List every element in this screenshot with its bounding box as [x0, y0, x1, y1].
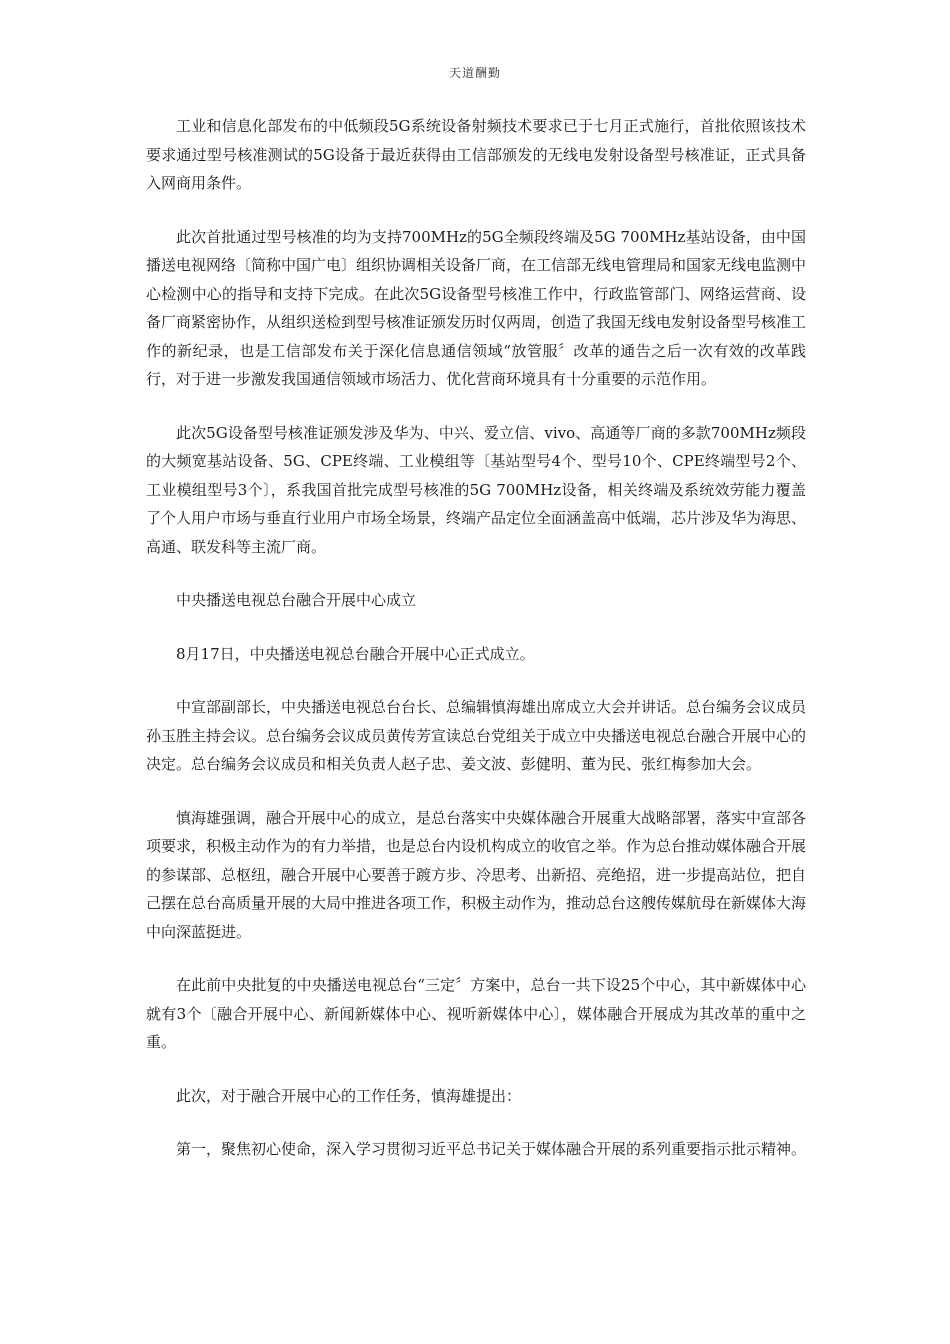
paragraph: 慎海雄强调，融合开展中心的成立，是总台落实中央媒体融合开展重大战略部署，落实中宣部各项要求，积极主动作为的有力举措，也是总台内设机构成立的收官之举。作为总台推动媒体融合开展的参谋部、总枢纽，融合开展中心要善于踱方步、冷思考、出新招、亮绝招，进一步提高站位，把自己摆在总台高质量开展的大局中推进各项工作，积极主动作为，推动总台这艘传媒航母在新媒体大海中向深蓝挺进。 [146, 808, 807, 941]
section-heading: 中央播送电视总台融合开展中心成立 [176, 591, 417, 609]
paragraph: 在此前中央批复的中央播送电视总台“三定〞方案中，总台一共下设25个中心，其中新媒体中心就有3个〔融合开展中心、新闻新媒体中心、视听新媒体中心〕，媒体融合开展成为其改革的重中之重。 [146, 976, 806, 1051]
paragraph: 此次5G设备型号核准证颁发涉及华为、中兴、爱立信、vivo、高通等厂商的多款700MHz频段的大频宽基站设备、5G、CPE终端、工业模组等〔基站型号4个、型号10个、CPE终端型号2个、工业模组型号3个〕，系我国首批完成型号核准的5G 700MHz设备，相关终端及系统效劳能力覆盖了个人用户市场与垂直行业用户市场全场景，终端产品定位全面涵盖高中低端，芯片涉及华为海思、高通、联发科等主流厂商。 [146, 423, 807, 556]
paragraph: 此次，对于融合开展中心的工作任务，慎海雄提出： [176, 1086, 522, 1105]
document-body [146, 112, 806, 1189]
paragraph: 第一，聚焦初心使命，深入学习贯彻习近平总书记关于媒体融合开展的系列重要指示批示精神。 [176, 1140, 807, 1158]
paragraph: 此次首批通过型号核准的均为支持700MHz的5G全频段终端及5G 700MHz基站设备，由中国播送电视网络〔简称中国广电〕组织协调相关设备厂商，在工信部无线电管理局和国家无线电监测中心检测中心的指导和支持下完成。在此次5G设备型号核准工作中，行政监管部门、网络运营商、设备厂商紧密协作，从组织送检到型号核准证颁发历时仅两周，创造了我国无线电发射设备型号核准工作的新纪录，也是工信部发布关于深化信息通信领域“放管服〞改革的通告之后一次有效的改革践行，对于进一步激发我国通信领域市场活力、优化营商环境具有十分重要的示范作用。 [146, 227, 807, 388]
paragraph: 8月17日，中央播送电视总台融合开展中心正式成立。 [176, 644, 535, 663]
page-header: 天道酬勤 [448, 66, 501, 80]
paragraph: 工业和信息化部发布的中低频段5G系统设备射频技术要求已于七月正式施行，首批依照该技术要求通过型号核准测试的5G设备于最近获得由工信部颁发的无线电发射设备型号核准证，正式具备入网商用条件。 [146, 117, 806, 192]
paragraph: 中宣部副部长，中央播送电视总台台长、总编辑慎海雄出席成立大会并讲话。总台编务会议成员孙玉胜主持会议。总台编务会议成员黄传芳宣读总台党组关于成立中央播送电视总台融合开展中心的决定。总台编务会议成员和相关负责人赵子忠、姜文波、彭健明、董为民、张红梅参加大会。 [146, 698, 807, 773]
